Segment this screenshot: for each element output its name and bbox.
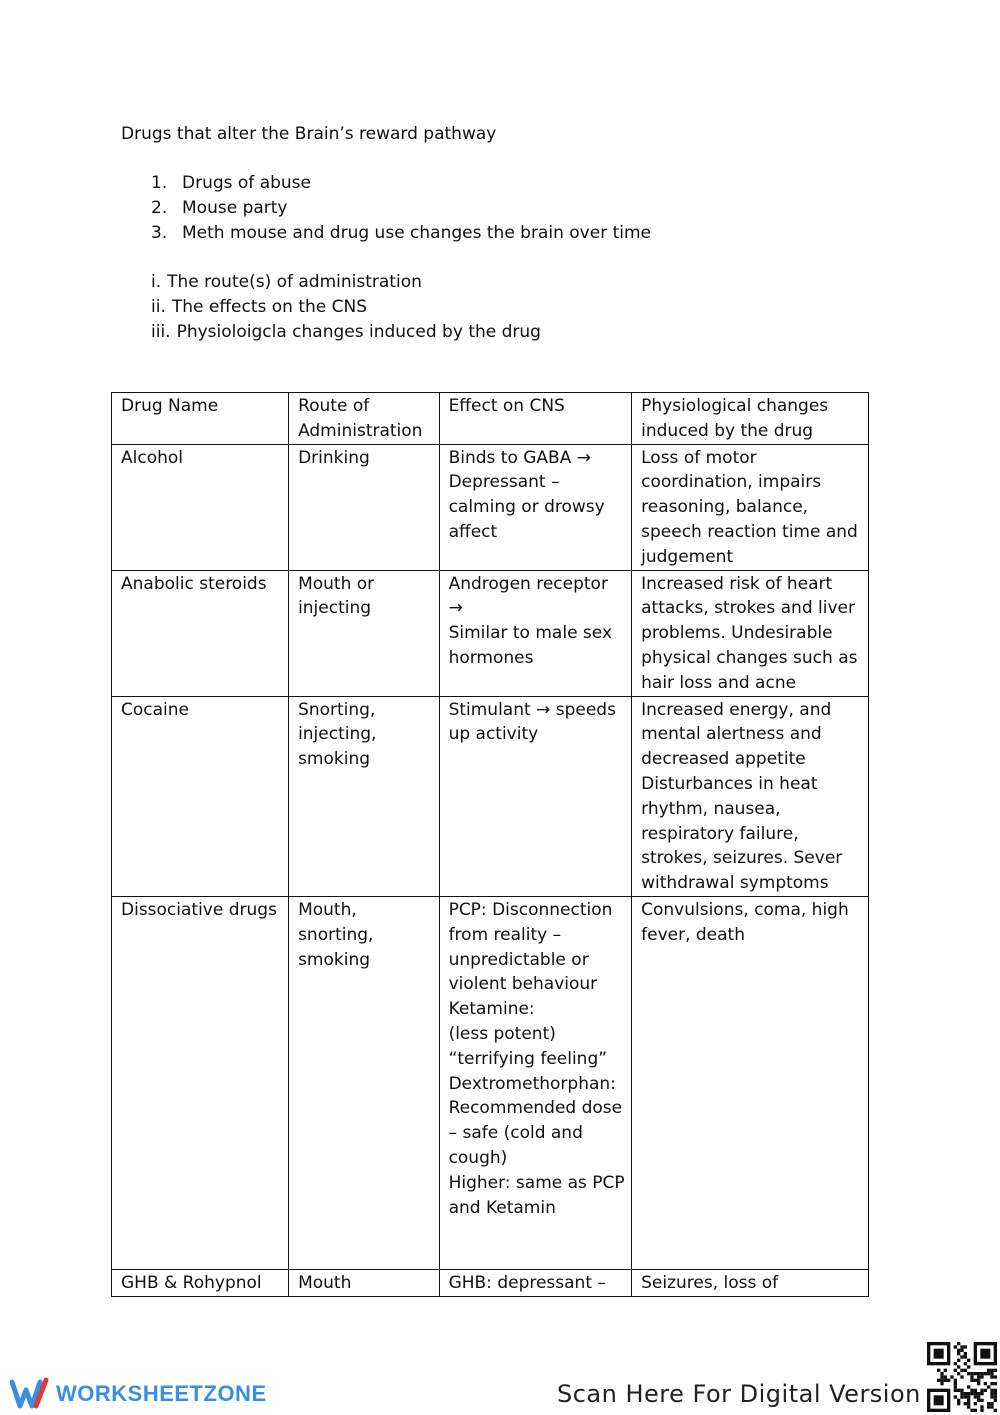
table-cell — [112, 570, 289, 696]
list-item — [151, 295, 541, 320]
table-cell — [289, 1269, 440, 1296]
cell-text-line: GHB & Rohypnol — [121, 1272, 262, 1293]
cell-text-line: induced by the drug — [641, 420, 814, 441]
table-cell — [289, 696, 440, 896]
list-item — [151, 320, 541, 345]
cell-text-line: “terrifying feeling” — [448, 1048, 608, 1069]
numbered-list — [151, 171, 651, 246]
cell-text-line: from reality – — [448, 924, 562, 945]
cell-text-line: attacks, strokes and liver — [641, 598, 855, 619]
cell-text-line: respiratory failure, — [641, 823, 799, 844]
cell-text-line: – safe (cold and — [448, 1123, 583, 1144]
cell-text-line: Depressant – — [448, 472, 560, 493]
cell-text-line: unpredictable or — [448, 949, 589, 970]
cell-text-line: strokes, seizures. Sever — [641, 848, 843, 869]
cell-text-line: cough) — [448, 1147, 508, 1168]
cell-text-line: Increased risk of heart — [641, 573, 833, 594]
table-cell — [632, 570, 869, 696]
worksheetzone-logo — [10, 1374, 267, 1414]
cell-text-line: Alcohol — [121, 447, 183, 468]
list-item-number: ii. — [151, 297, 166, 317]
cell-text-line: Increased energy, and — [641, 699, 832, 720]
table-header-row — [112, 393, 869, 445]
table-cell — [439, 1269, 632, 1296]
table-row — [112, 696, 869, 896]
cell-text-line: Cocaine — [121, 699, 189, 720]
cell-text-line: Recommended dose — [448, 1098, 623, 1119]
list-item-number: i. — [151, 272, 162, 292]
cell-text-line: fever, death — [641, 924, 745, 945]
logo-w-icon — [10, 1376, 50, 1412]
cell-text-line: hair loss and acne — [641, 672, 797, 693]
table-header-cell — [112, 393, 289, 445]
cell-text-line: Route of — [298, 396, 370, 416]
list-item-text: Mouse party — [182, 198, 288, 218]
cell-text-line: and Ketamin — [448, 1197, 556, 1218]
cell-text-line: Administration — [298, 420, 423, 441]
cell-text-line: Mouth or — [298, 573, 375, 594]
cell-text-line: Snorting, — [298, 699, 376, 720]
table-cell — [289, 896, 440, 1269]
list-item — [151, 221, 651, 246]
cell-text-line: Higher: same as PCP — [448, 1172, 625, 1193]
table-row — [112, 444, 869, 570]
cell-text-line: → — [448, 598, 463, 619]
list-item-text: Physioloigcla changes induced by the drug — [176, 322, 541, 342]
table-header-cell — [632, 393, 869, 445]
table-row — [112, 570, 869, 696]
cell-text-line: speech reaction time and — [641, 521, 858, 542]
table-cell — [112, 1269, 289, 1296]
table-header-cell — [439, 393, 632, 445]
cell-text-line: Ketamine: — [448, 999, 535, 1020]
cell-text-line: smoking — [298, 749, 371, 770]
list-item-text: The route(s) of administration — [167, 272, 422, 292]
cell-text-line: Dextromethorphan: — [448, 1073, 616, 1094]
cell-text-line: Disturbances in heat — [641, 773, 818, 794]
table-cell — [632, 444, 869, 570]
cell-text-line: decreased appetite — [641, 749, 806, 770]
table-cell — [439, 444, 632, 570]
table-cell — [439, 896, 632, 1269]
scan-label: Scan Here For Digital Version — [557, 1380, 921, 1408]
cell-text-line: Androgen receptor — [448, 573, 608, 594]
cell-text-line: mental alertness and — [641, 724, 822, 745]
cell-text-line: GHB: depressant – — [448, 1272, 606, 1293]
cell-text-line: injecting, — [298, 724, 377, 745]
cell-text-line: hormones — [448, 647, 534, 668]
list-item-number: iii. — [151, 322, 171, 342]
logo-text: WORKSHEETZONE — [56, 1381, 267, 1406]
cell-text-line: violent behaviour — [448, 974, 598, 995]
cell-text-line: Physiological changes — [641, 396, 829, 416]
table-cell — [289, 570, 440, 696]
cell-text-line: Mouth, — [298, 899, 357, 920]
cell-text-line: calming or drowsy — [448, 497, 605, 518]
cell-text-line: Effect on CNS — [448, 396, 565, 416]
table-row — [112, 1269, 869, 1296]
cell-text-line: Anabolic steroids — [121, 573, 267, 594]
page-title: Drugs that alter the Brain’s reward pathway — [121, 124, 497, 144]
roman-list — [151, 270, 541, 345]
table-cell — [439, 570, 632, 696]
table-cell — [439, 696, 632, 896]
cell-text-line: Seizures, loss of — [641, 1272, 779, 1293]
cell-text-line: Dissociative drugs — [121, 899, 277, 920]
list-item — [151, 270, 541, 295]
table-cell — [289, 444, 440, 570]
cell-text-line: reasoning, balance, — [641, 497, 809, 518]
table-cell — [112, 896, 289, 1269]
cell-text-line: Binds to GABA → — [448, 447, 591, 468]
cell-text-line: Convulsions, coma, high — [641, 899, 849, 920]
list-item-text: The effects on the CNS — [171, 297, 368, 317]
cell-text-line: snorting, — [298, 924, 374, 945]
qr-code-icon[interactable] — [927, 1342, 997, 1412]
cell-text-line: up activity — [448, 724, 539, 745]
table-row — [112, 896, 869, 1269]
cell-text-line: Loss of motor — [641, 447, 757, 468]
cell-text-line: Mouth — [298, 1272, 352, 1293]
cell-text-line: (less potent) — [448, 1023, 556, 1044]
table-cell — [112, 444, 289, 570]
list-item-number: 1. — [151, 173, 168, 193]
cell-text-line: withdrawal symptoms — [641, 873, 829, 894]
cell-text-line: physical changes such as — [641, 647, 858, 668]
cell-text-line: Drug Name — [121, 396, 219, 416]
table-cell — [112, 696, 289, 896]
table-cell — [632, 696, 869, 896]
table-cell — [632, 896, 869, 1269]
cell-text-line: Stimulant → speeds — [448, 699, 616, 720]
cell-text-line: problems. Undesirable — [641, 623, 833, 644]
list-item-text: Meth mouse and drug use changes the brain over time — [182, 223, 652, 243]
cell-text-line: judgement — [641, 546, 734, 567]
list-item-text: Drugs of abuse — [182, 173, 311, 193]
table-header-cell — [289, 393, 440, 445]
list-item-number: 2. — [151, 198, 168, 218]
table-cell — [632, 1269, 869, 1296]
cell-text-line: PCP: Disconnection — [448, 899, 613, 920]
list-item — [151, 196, 651, 221]
cell-text-line: affect — [448, 521, 498, 542]
cell-text-line: Similar to male sex — [448, 623, 613, 644]
cell-text-line: injecting — [298, 598, 372, 619]
cell-text-line: smoking — [298, 949, 371, 970]
cell-text-line: coordination, impairs — [641, 472, 822, 493]
cell-text-line: rhythm, nausea, — [641, 798, 781, 819]
drug-table — [111, 392, 869, 1297]
list-item — [151, 171, 651, 196]
cell-text-line: Drinking — [298, 447, 370, 468]
list-item-number: 3. — [151, 223, 168, 243]
